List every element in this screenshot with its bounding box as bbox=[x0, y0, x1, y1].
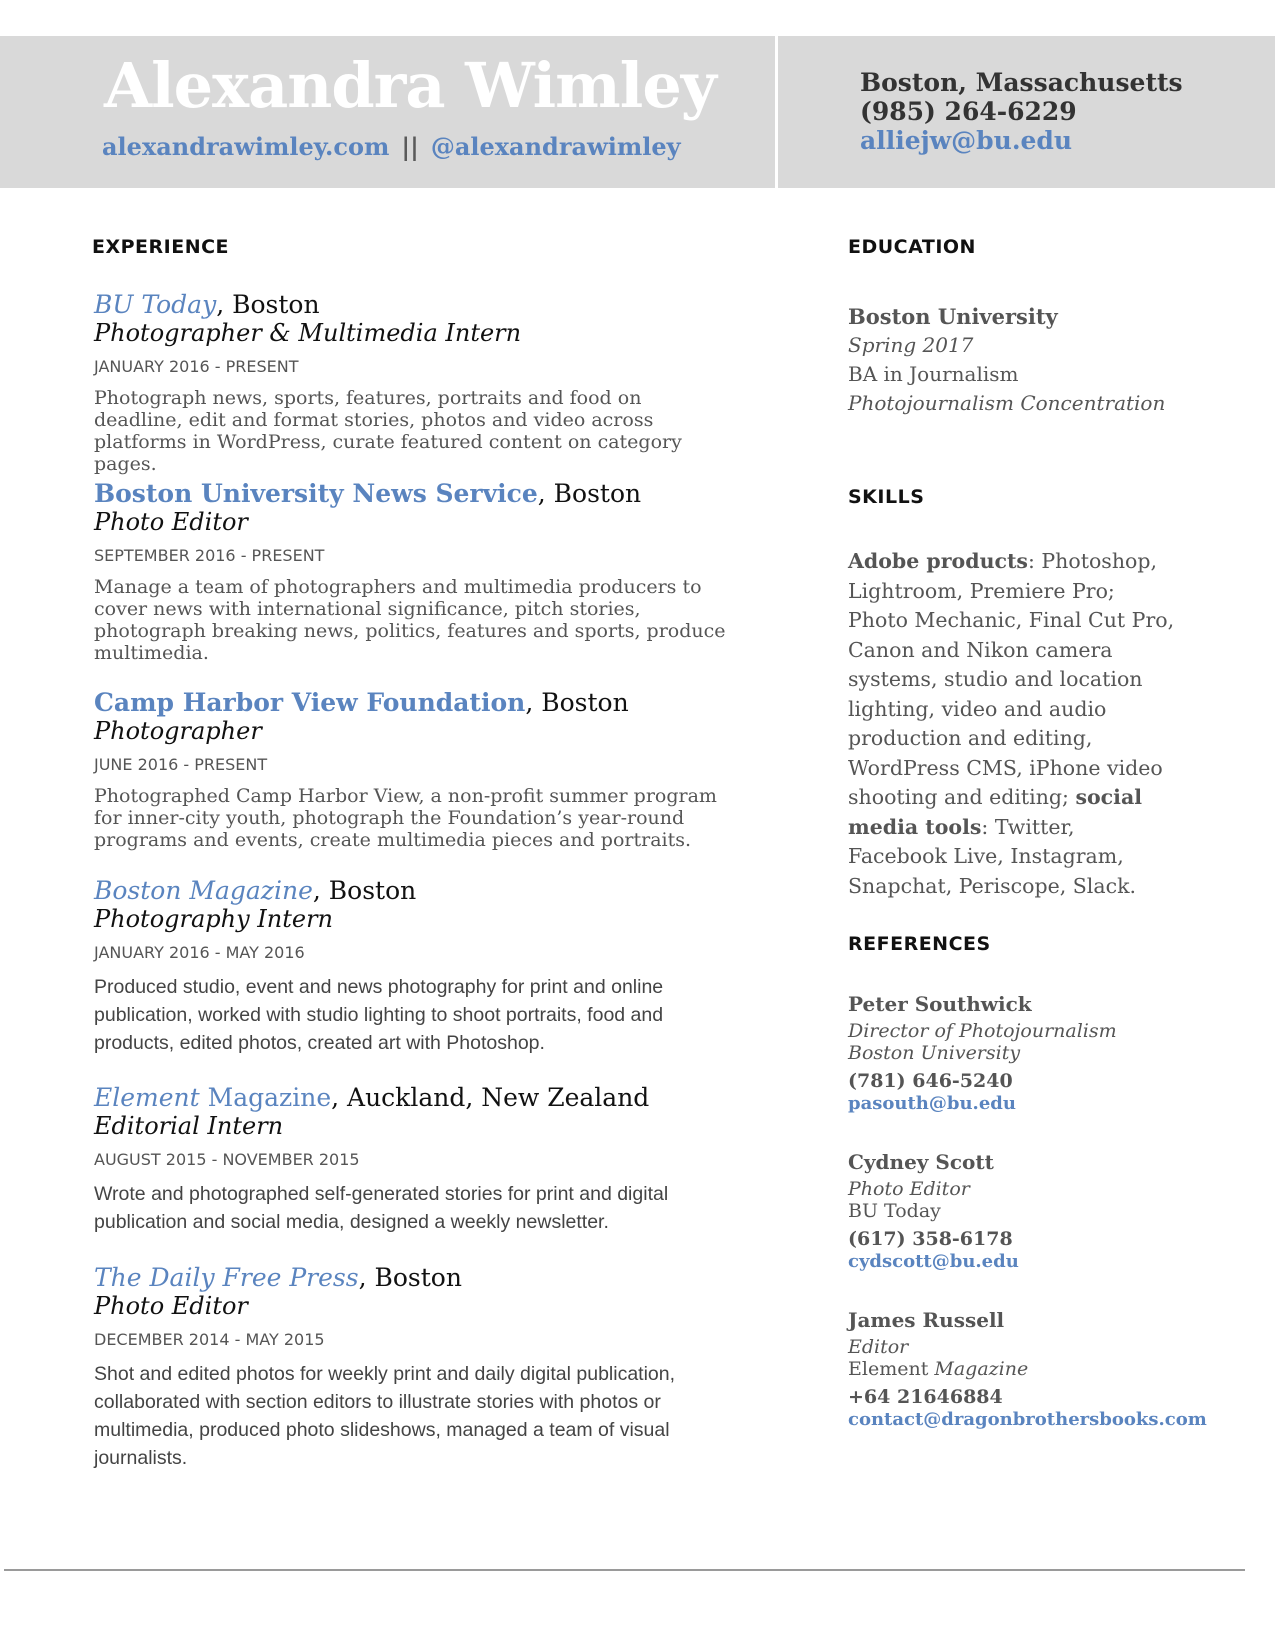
education-term: Spring 2017 bbox=[848, 333, 974, 357]
job-entry bbox=[94, 877, 734, 1057]
skills-list-social: : Twitter, Facebook Live, Instagram, Snapchat, Periscope, Slack. bbox=[848, 814, 1137, 898]
education-school: Boston University bbox=[848, 304, 1058, 329]
reference-org-italic: Magazine bbox=[934, 1358, 1029, 1380]
job-org: BU Today bbox=[94, 290, 217, 319]
job-description: Shot and edited photos for weekly print and daily digital publication, collaborated with section editors to illustrate stories with photos or multimedia, produced photo slideshows, managed a team of visual journalists. bbox=[94, 1363, 676, 1469]
education-block bbox=[848, 302, 1165, 418]
reference-phone: +64 21646884 bbox=[848, 1386, 1003, 1408]
web-links bbox=[102, 130, 681, 164]
job-role: Photo Editor bbox=[94, 508, 248, 536]
reference-entry bbox=[848, 1308, 1207, 1431]
link-separator: || bbox=[401, 132, 419, 161]
job-org: Boston Magazine bbox=[94, 876, 313, 905]
job-entry bbox=[94, 1084, 734, 1236]
job-location: , Boston bbox=[216, 290, 320, 319]
job-header bbox=[94, 1084, 734, 1112]
reference-title: Director of Photojournalism bbox=[848, 1020, 1117, 1042]
job-location: , Boston bbox=[537, 479, 642, 508]
contact-email-link[interactable]: alliejw@bu.edu bbox=[860, 126, 1073, 155]
contact-phone: (985) 264-6229 bbox=[860, 97, 1077, 126]
job-header bbox=[94, 689, 734, 717]
job-description: Photograph news, sports, features, portraits and food on deadline, edit and format stories, photos and video across platforms in WordPress, curate featured content on category pages. bbox=[94, 387, 682, 475]
reference-phone: (781) 646-5240 bbox=[848, 1070, 1013, 1092]
job-org: The Daily Free Press bbox=[94, 1263, 359, 1292]
job-dates: JANUARY 2016 - MAY 2016 bbox=[94, 943, 305, 962]
job-role: Photography Intern bbox=[94, 905, 334, 933]
job-role: Photo Editor bbox=[94, 1292, 248, 1320]
job-location: , Boston bbox=[358, 1263, 462, 1292]
job-description: Manage a team of photographers and multimedia producers to cover news with international significance, pitch stories, photograph breaking news, politics, features and sports, produce multimedia. bbox=[94, 576, 726, 664]
contact-location: Boston, Massachusetts bbox=[860, 68, 1183, 97]
job-description: Photographed Camp Harbor View, a non-profit summer program for inner-city youth, photograph the Foundation’s year-round programs and events, create multimedia pieces and portraits. bbox=[94, 785, 717, 851]
social-handle-link[interactable]: @alexandrawimley bbox=[430, 132, 681, 161]
education-concentration: Photojournalism Concentration bbox=[848, 391, 1166, 415]
reference-org-plain: Element bbox=[848, 1358, 935, 1380]
education-degree: BA in Journalism bbox=[848, 362, 1019, 386]
reference-email-link[interactable]: pasouth@bu.edu bbox=[848, 1093, 1016, 1114]
resume-name: Alexandra Wimley bbox=[104, 49, 716, 122]
reference-org: Boston University bbox=[848, 1042, 1021, 1064]
website-link[interactable]: alexandrawimley.com bbox=[102, 132, 390, 161]
job-role: Photographer & Multimedia Intern bbox=[94, 319, 522, 347]
job-dates: JANUARY 2016 - PRESENT bbox=[94, 357, 299, 376]
bottom-divider bbox=[4, 1569, 1245, 1571]
reference-org: BU Today bbox=[848, 1200, 941, 1222]
references-heading: REFERENCES bbox=[848, 933, 991, 955]
reference-entry bbox=[848, 992, 1117, 1115]
job-org: Camp Harbor View Foundation bbox=[94, 688, 526, 717]
reference-name: James Russell bbox=[848, 1308, 1005, 1332]
experience-heading: EXPERIENCE bbox=[92, 236, 230, 258]
reference-name: Cydney Scott bbox=[848, 1150, 994, 1174]
job-role: Editorial Intern bbox=[94, 1112, 284, 1140]
education-heading: EDUCATION bbox=[848, 236, 976, 258]
job-location: , Auckland, New Zealand bbox=[331, 1083, 650, 1112]
job-entry bbox=[94, 291, 734, 475]
job-header bbox=[94, 480, 734, 508]
reference-entry bbox=[848, 1150, 1019, 1273]
job-org: Magazine bbox=[199, 1083, 332, 1112]
job-dates: DECEMBER 2014 - MAY 2015 bbox=[94, 1330, 325, 1349]
job-header bbox=[94, 877, 734, 905]
job-dates: SEPTEMBER 2016 - PRESENT bbox=[94, 546, 325, 565]
job-description: Wrote and photographed self-generated stories for print and digital publication and social media, designed a weekly newsletter. bbox=[94, 1183, 669, 1233]
job-description: Produced studio, event and news photography for print and online publication, worked with studio lighting to shoot portraits, food and products, edited photos, created art with Photoshop. bbox=[94, 976, 664, 1054]
skills-heading: SKILLS bbox=[848, 486, 925, 508]
reference-email-link[interactable]: contact@dragonbrothersbooks.com bbox=[848, 1409, 1207, 1430]
job-org: Boston University News Service bbox=[94, 479, 538, 508]
job-header bbox=[94, 291, 734, 319]
job-dates: AUGUST 2015 - NOVEMBER 2015 bbox=[94, 1150, 360, 1169]
job-entry bbox=[94, 1264, 734, 1472]
job-entry bbox=[94, 689, 734, 851]
reference-title: Photo Editor bbox=[848, 1178, 970, 1200]
job-header bbox=[94, 1264, 734, 1292]
reference-name: Peter Southwick bbox=[848, 992, 1032, 1016]
job-location: , Boston bbox=[525, 688, 629, 717]
contact-block bbox=[860, 68, 1183, 155]
reference-org bbox=[848, 1358, 1207, 1380]
skills-list-adobe: : Photoshop, Lightroom, Premiere Pro; Photo Mechanic, Final Cut Pro, Canon and Nikon camera systems, studio and location lighting, video and audio production and editing, WordPress CMS, iPhone video shooting and editing; bbox=[848, 549, 1175, 809]
skills-label-social: social media tools bbox=[848, 785, 1143, 839]
job-dates: JUNE 2016 - PRESENT bbox=[94, 755, 268, 774]
reference-phone: (617) 358-6178 bbox=[848, 1228, 1013, 1250]
job-location: , Boston bbox=[312, 876, 417, 905]
skills-label-adobe: Adobe products bbox=[848, 549, 1028, 573]
job-entry bbox=[94, 480, 734, 664]
reference-email-link[interactable]: cydscott@bu.edu bbox=[848, 1251, 1019, 1272]
skills-text bbox=[848, 547, 1178, 901]
job-org-italic: Element bbox=[94, 1083, 200, 1112]
reference-title: Editor bbox=[848, 1336, 909, 1358]
job-role: Photographer bbox=[94, 717, 262, 745]
